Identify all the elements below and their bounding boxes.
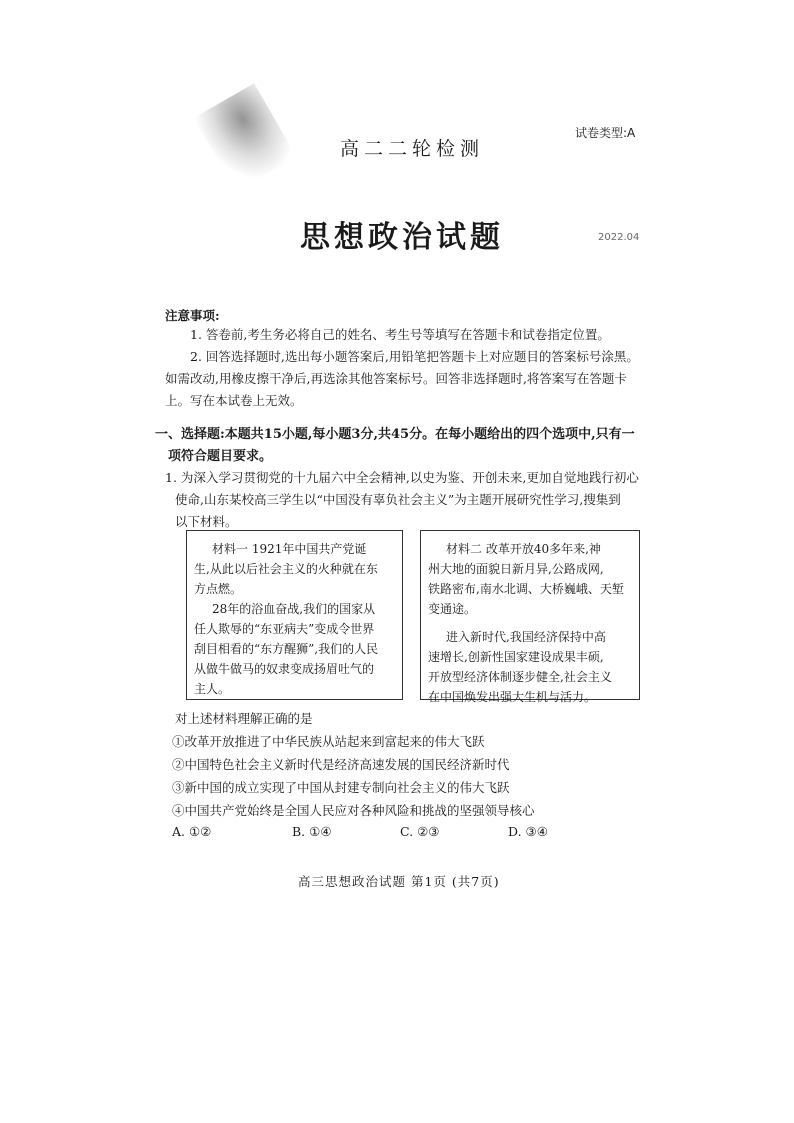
statement-2: ②中国特色社会主义新时代是经济高速发展的国民经济新时代: [172, 757, 510, 772]
material-two-line: 进入新时代,我国经济保持中高: [446, 630, 606, 644]
question-stem-line: 以下材料。: [175, 514, 238, 529]
section-heading: 项符合题目要求。: [168, 449, 273, 464]
material-two-line: 在中国焕发出强大生机与活力。: [428, 690, 597, 704]
notes-line: 如需改动,用橡皮擦干净后,再选涂其他答案标号。回答非选择题时,将答案写在答题卡: [165, 371, 627, 386]
option-b: B. ①④: [292, 824, 332, 839]
notes-heading: 注意事项:: [165, 308, 220, 323]
material-two-line: 材料二 改革开放40多年来,神: [446, 542, 601, 556]
material-two-line: 变通途。: [428, 602, 477, 616]
page-footer: 高三思想政治试题 第1页 (共7页): [298, 874, 500, 889]
exam-supertitle: 高二二轮检测: [340, 138, 485, 160]
option-a: A. ①②: [172, 824, 212, 839]
material-one-line: 从做牛做马的奴隶变成扬眉吐气的: [194, 662, 375, 676]
question-stem-line: 使命,山东某校高三学生以“中国没有辜负社会主义”为主题开展研究性学习,搜集到: [175, 492, 621, 507]
statement-1: ①改革开放推进了中华民族从站起来到富起来的伟大飞跃: [172, 734, 485, 749]
material-one-line: 任人欺辱的“东亚病夫”变成令世界: [194, 622, 375, 636]
material-two-line: 开放型经济体制逐步健全,社会主义: [428, 670, 612, 684]
material-one-line: 方点燃。: [194, 582, 243, 596]
option-d: D. ③④: [508, 824, 548, 839]
material-two-line: 速增长,创新性国家建设成果丰硕,: [428, 650, 604, 664]
material-one-line: 主人。: [194, 682, 231, 696]
exam-title: 思想政治试题: [300, 220, 504, 255]
option-c: C. ②③: [400, 824, 440, 839]
exam-type-label: 试卷类型:A: [575, 126, 636, 140]
material-one-line: 刮目相看的“东方醒狮”,我们的人民: [194, 642, 379, 656]
question-stem-line: 1. 为深入学习贯彻党的十九届六中全会精神,以史为鉴、开创未来,更加自觉地践行初心: [165, 470, 639, 485]
material-one-line: 28年的浴血奋战,我们的国家从: [212, 602, 376, 616]
exam-date: 2022.04: [598, 232, 640, 243]
scan-smudge: [193, 83, 296, 192]
material-two-line: 铁路密布,南水北调、大桥巍峨、天堑: [428, 582, 624, 596]
statement-4: ④中国共产党始终是全国人民应对各种风险和挑战的坚强领导核心: [172, 803, 535, 818]
material-one-line: 生,从此以后社会主义的火种就在东: [194, 562, 378, 576]
statement-3: ③新中国的成立实现了中国从封建专制向社会主义的伟大飞跃: [172, 780, 510, 795]
notes-line: 2. 回答选择题时,选出每小题答案后,用铅笔把答题卡上对应题目的答案标号涂黑。: [190, 349, 639, 364]
material-two-line: 州大地的面貌日新月异,公路成网,: [428, 562, 604, 576]
question-prompt: 对上述材料理解正确的是: [175, 711, 313, 726]
notes-line: 1. 答卷前,考生务必将自己的姓名、考生号等填写在答题卡和试卷指定位置。: [190, 327, 610, 342]
notes-line: 上。写在本试卷上无效。: [165, 393, 303, 408]
section-heading: 一、选择题:本题共15小题,每小题3分,共45分。在每小题给出的四个选项中,只有一: [155, 427, 635, 442]
material-one-line: 材料一 1921年中国共产党诞: [212, 542, 367, 556]
